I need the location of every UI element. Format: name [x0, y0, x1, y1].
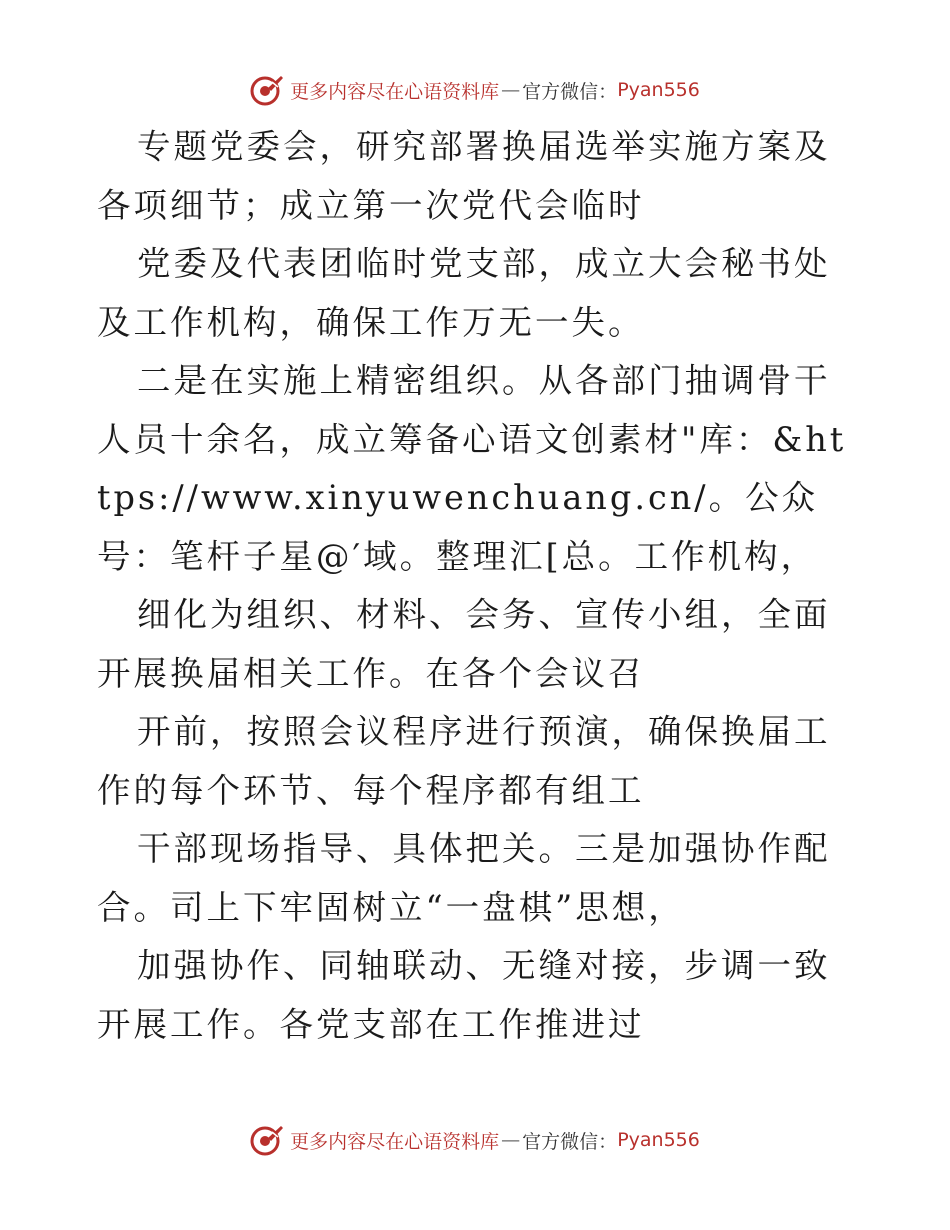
- watermark-wechat-id: Pyan556: [617, 1129, 700, 1151]
- paragraph-2: 党委及代表团临时党支部，成立大会秘书处及工作机构，确保工作万无一失。: [97, 244, 831, 342]
- watermark-brand-text: 更多内容尽在心语资料库: [290, 80, 500, 103]
- paragraph-1: 专题党委会，研究部署换届选举实施方案及各项细节；成立第一次党代会临时: [97, 127, 831, 225]
- watermark-footer: [0, 1122, 950, 1158]
- watermark-header: [0, 72, 950, 108]
- watermark-dash: —: [501, 79, 521, 101]
- watermark-official-label: 官方微信：: [522, 1130, 618, 1153]
- watermark-dash: —: [501, 1129, 521, 1151]
- document-body: [97, 118, 857, 1054]
- watermark-official-label: 官方微信：: [522, 80, 618, 103]
- pen-logo-icon: [250, 1123, 284, 1157]
- paragraph-5: 开前，按照会议程序进行预演，确保换届工作的每个环节、每个程序都有组工: [97, 712, 831, 810]
- pen-logo-icon: [250, 73, 284, 107]
- paragraph-4: 细化为组织、材料、会务、宣传小组，全面开展换届相关工作。在各个会议召: [97, 595, 831, 693]
- watermark-brand-text: 更多内容尽在心语资料库: [290, 1130, 500, 1153]
- paragraph-3: 二是在实施上精密组织。从各部门抽调骨干人员十余名，成立筹备心语文创素材"库：&https://www.xinyuwenchuang.cn/。公众号：笔杆子星@′域。整理汇[总。工作机构，: [97, 361, 847, 576]
- watermark-wechat-id: Pyan556: [617, 79, 700, 101]
- paragraph-6: 干部现场指导、具体把关。三是加强协作配合。司上下牢固树立“一盘棋”思想，: [97, 829, 831, 927]
- paragraph-7: 加强协作、同轴联动、无缝对接，步调一致开展工作。各党支部在工作推进过: [97, 946, 831, 1044]
